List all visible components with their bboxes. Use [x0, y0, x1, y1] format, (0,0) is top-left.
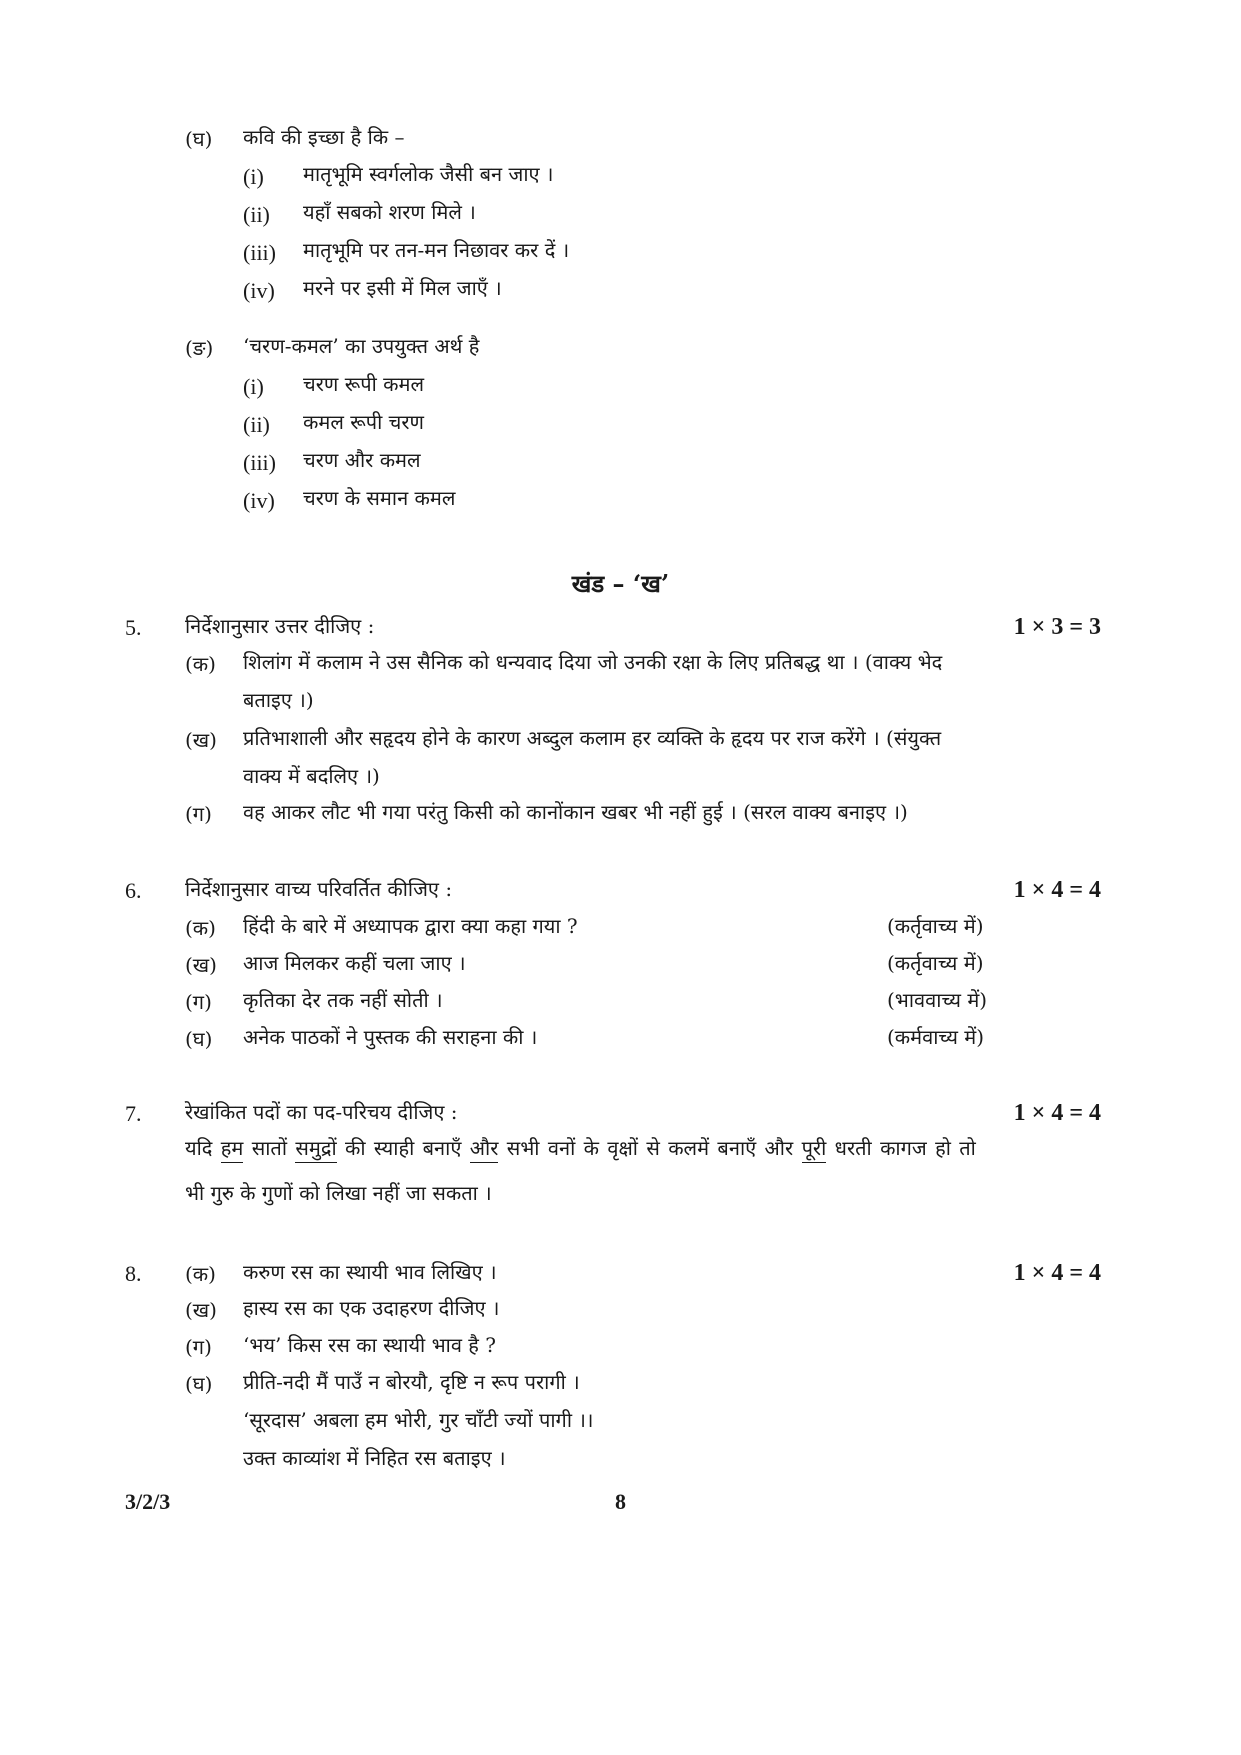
part-label: (क) [185, 652, 216, 676]
part-text-cont: वाक्य में बदलिए ।) [243, 764, 380, 788]
underlined-word: समुद्रों [295, 1136, 336, 1163]
part-label: (ख) [185, 728, 217, 752]
paper-code: 3/2/3 [125, 1489, 171, 1514]
part-label: (क) [185, 1262, 216, 1286]
part-text: आज मिलकर कहीं चला जाए । [243, 951, 466, 975]
q4-gh-label: (घ) [185, 127, 213, 151]
part-label: (ग) [185, 1335, 212, 1359]
passage-text: यदि [185, 1136, 221, 1160]
underlined-word: हम [221, 1136, 244, 1163]
option-num: (ii) [243, 412, 270, 437]
part-label: (ग) [185, 990, 212, 1014]
verse-line-1: प्रीति-नदी मैं पाउँ न बोरयौ, दृष्टि न रूप परागी । [243, 1370, 580, 1394]
q4-ng-label: (ङ) [185, 336, 214, 360]
option-num: (i) [243, 374, 264, 399]
option-num: (iv) [243, 488, 275, 513]
passage-line-1 [185, 1138, 976, 1158]
part-text: वह आकर लौट भी गया परंतु किसी को कानोंकान खबर भी नहीं हुई । (सरल वाक्य बनाइए ।) [243, 800, 908, 824]
verse-line-2: ‘सूरदास’ अबला हम भोरी, गुर चाँटी ज्यों पागी ।। [243, 1408, 594, 1432]
question-number: 7. [125, 1101, 142, 1126]
question-text: रेखांकित पदों का पद-परिचय दीजिए : [185, 1100, 458, 1124]
option-text: चरण के समान कमल [303, 486, 456, 510]
part-text: हिंदी के बारे में अध्यापक द्वारा क्या कहा गया ? [243, 914, 578, 938]
part-instruction: उक्त काव्यांश में निहित रस बताइए । [243, 1446, 506, 1470]
option-text: चरण रूपी कमल [303, 372, 425, 396]
part-text: हास्य रस का एक उदाहरण दीजिए । [243, 1296, 500, 1320]
q4-ng-stem: ‘चरण-कमल’ का उपयुक्त अर्थ है [243, 334, 480, 358]
passage-text: की स्याही बनाएँ [336, 1136, 470, 1160]
part-label: (ख) [185, 1298, 217, 1322]
question-number: 5. [125, 615, 142, 640]
option-text: यहाँ सबको शरण मिले । [303, 200, 476, 224]
question-text: निर्देशानुसार उत्तर दीजिए : [185, 614, 375, 638]
page-number: 8 [615, 1489, 626, 1514]
part-text: अनेक पाठकों ने पुस्तक की सराहना की । [243, 1025, 538, 1049]
option-num: (iii) [243, 450, 276, 475]
option-text: मरने पर इसी में मिल जाएँ । [303, 276, 502, 300]
option-num: (ii) [243, 202, 270, 227]
marks: 1 × 4 = 4 [1013, 1260, 1101, 1286]
voice-hint: (भाववाच्य में) [887, 988, 988, 1012]
part-label: (क) [185, 916, 216, 940]
underlined-word: और [470, 1136, 499, 1163]
voice-hint: (कर्मवाच्य में) [887, 1025, 985, 1049]
option-text: चरण और कमल [303, 448, 421, 472]
q4-gh-stem: कवि की इच्छा है कि – [243, 125, 405, 149]
question-number: 6. [125, 878, 142, 903]
part-label: (ख) [185, 953, 217, 977]
passage-text: धरती कागज हो तो [826, 1136, 976, 1160]
option-num: (iv) [243, 278, 275, 303]
part-text: ‘भय’ किस रस का स्थायी भाव है ? [243, 1333, 496, 1357]
marks: 1 × 3 = 3 [1013, 614, 1101, 640]
part-label: (ग) [185, 802, 212, 826]
option-text: मातृभूमि पर तन-मन निछावर कर दें । [303, 238, 570, 262]
question-text: निर्देशानुसार वाच्य परिवर्तित कीजिए : [185, 877, 453, 901]
question-number: 8. [125, 1261, 142, 1286]
option-num: (i) [243, 164, 264, 189]
part-label: (घ) [185, 1027, 213, 1051]
marks: 1 × 4 = 4 [1013, 877, 1101, 903]
voice-hint: (कर्तृवाच्य में) [887, 914, 984, 938]
part-label: (घ) [185, 1372, 213, 1396]
part-text: शिलांग में कलाम ने उस सैनिक को धन्यवाद दिया जो उनकी रक्षा के लिए प्रतिबद्ध था । (वाक्य भेद [243, 650, 943, 674]
section-heading: खंड – ‘ख’ [571, 569, 670, 598]
passage-line-2: भी गुरु के गुणों को लिखा नहीं जा सकता । [185, 1181, 492, 1205]
underlined-word: पूरी [802, 1136, 827, 1163]
passage-text: सातों [243, 1136, 296, 1160]
passage-text: सभी वनों के वृक्षों से कलमें बनाएँ और [498, 1136, 802, 1160]
voice-hint: (कर्तृवाच्य में) [887, 951, 984, 975]
part-text: करुण रस का स्थायी भाव लिखिए । [243, 1260, 497, 1284]
marks: 1 × 4 = 4 [1013, 1100, 1101, 1126]
part-text: प्रतिभाशाली और सहृदय होने के कारण अब्दुल कलाम हर व्यक्ति के हृदय पर राज करेंगे । (संयुक्त [243, 726, 942, 750]
option-text: कमल रूपी चरण [303, 410, 425, 434]
option-text: मातृभूमि स्वर्गलोक जैसी बन जाए । [303, 162, 554, 186]
part-text: कृतिका देर तक नहीं सोती । [243, 988, 443, 1012]
part-text-cont: बताइए ।) [243, 688, 314, 712]
option-num: (iii) [243, 240, 276, 265]
